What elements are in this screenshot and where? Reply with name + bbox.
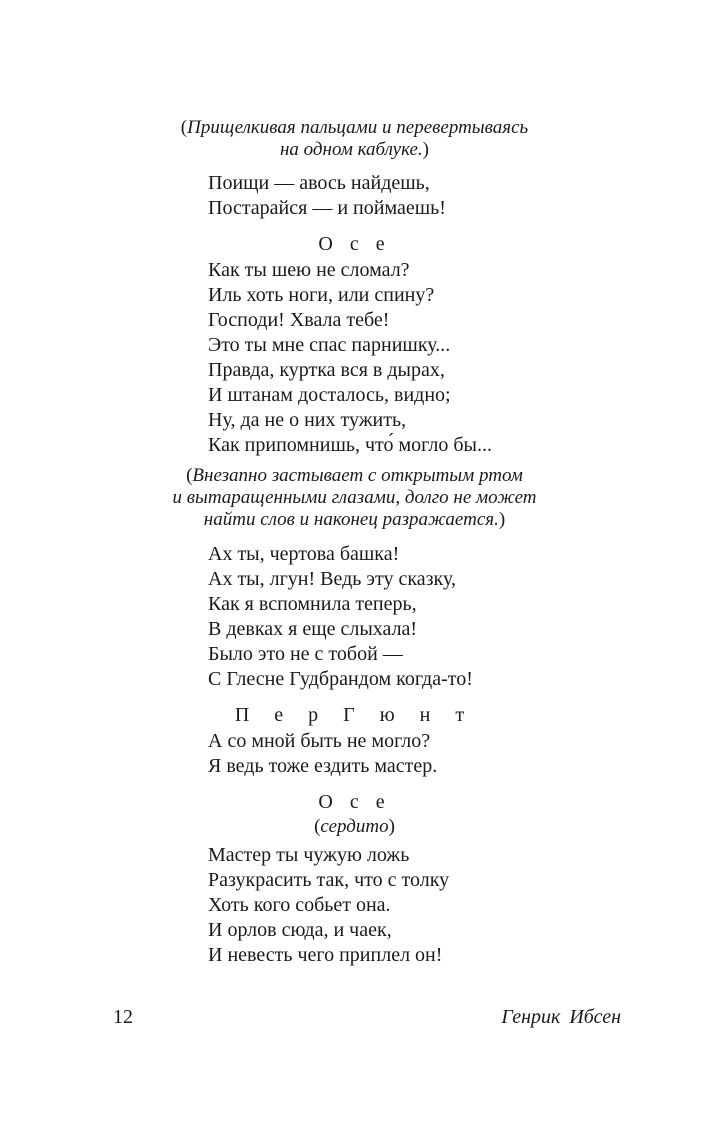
verse-line: Постарайся — и поймаешь! (208, 197, 446, 219)
verse-line: Как ты шею не сломал? (208, 259, 410, 281)
speaker-name: О с е (318, 791, 391, 813)
stage-direction-line: найти слов и наконец разражается.) (203, 509, 506, 530)
verse-stanza (208, 729, 437, 779)
verse-line: И штанам досталось, видно; (208, 384, 451, 406)
inline-direction: (сердито) (314, 816, 395, 837)
verse-line: Как я вспомнила теперь, (208, 593, 417, 615)
stage-direction-text: на одном каблуке. (279, 139, 423, 160)
verse-line: Господи! Хвала тебе! (208, 309, 390, 331)
verse-line: Поищи — авось найдешь, (208, 172, 430, 194)
verse-line: Мастер ты чужую ложь (208, 844, 410, 866)
speaker-name: О с е (318, 233, 391, 255)
verse-line: А со мной быть не могло? (208, 730, 431, 752)
verse-line: Как припомнишь, что́ могло бы... (208, 434, 492, 456)
speaker-name: П е р Г ю н т (234, 704, 475, 726)
verse-stanza (208, 843, 449, 968)
verse-line: Ну, да не о них тужить, (208, 409, 407, 431)
verse-line: Ах ты, лгун! Ведь эту сказку, (208, 568, 456, 590)
stage-direction-text: и вытаращенными глазами, долго не может (172, 487, 537, 508)
stage-direction (0, 465, 709, 531)
running-footer-author: Генрик Ибсен (501, 1006, 621, 1028)
stage-direction-line: на одном каблуке.) (279, 139, 429, 160)
verse-line: Это ты мне спас парнишку... (208, 334, 451, 356)
verse-line: Разукрасить так, что с толку (208, 869, 450, 891)
page-number: 12 (113, 1006, 133, 1028)
stage-direction-line: (Прищелкивая пальцами и перевертываясь (180, 117, 529, 138)
verse-line: И невесть чего приплел он! (208, 944, 443, 966)
verse-stanza (208, 171, 446, 221)
verse-line: Я ведь тоже ездить мастер. (208, 755, 438, 777)
verse-line: И орлов сюда, и чаек, (208, 919, 392, 941)
verse-line: Было это не с тобой — (208, 643, 403, 665)
inline-direction-text: сердито (320, 816, 389, 837)
verse-line: В девках я еще слыхала! (208, 618, 418, 640)
verse-line: С Глесне Гудбрандом когда-то! (208, 668, 473, 690)
verse-line: Иль хоть ноги, или спину? (208, 284, 435, 306)
stage-direction-text: Внезапно застывает с открытым ртом (192, 465, 523, 486)
stage-direction-line: (Внезапно застывает с открытым ртом (186, 465, 523, 486)
verse-line: Хоть кого собьет она. (208, 894, 391, 916)
stage-direction-text: найти слов и наконец разражается. (203, 509, 499, 530)
stage-direction-line (0, 487, 709, 509)
stage-direction-text: Прищелкивая пальцами и перевертываясь (187, 117, 529, 138)
verse-stanza (208, 542, 473, 692)
stage-direction (0, 117, 709, 161)
verse-line: Правда, куртка вся в дырах, (208, 359, 445, 381)
verse-stanza (208, 258, 492, 458)
verse-line: Ах ты, чертова башка! (208, 543, 400, 565)
